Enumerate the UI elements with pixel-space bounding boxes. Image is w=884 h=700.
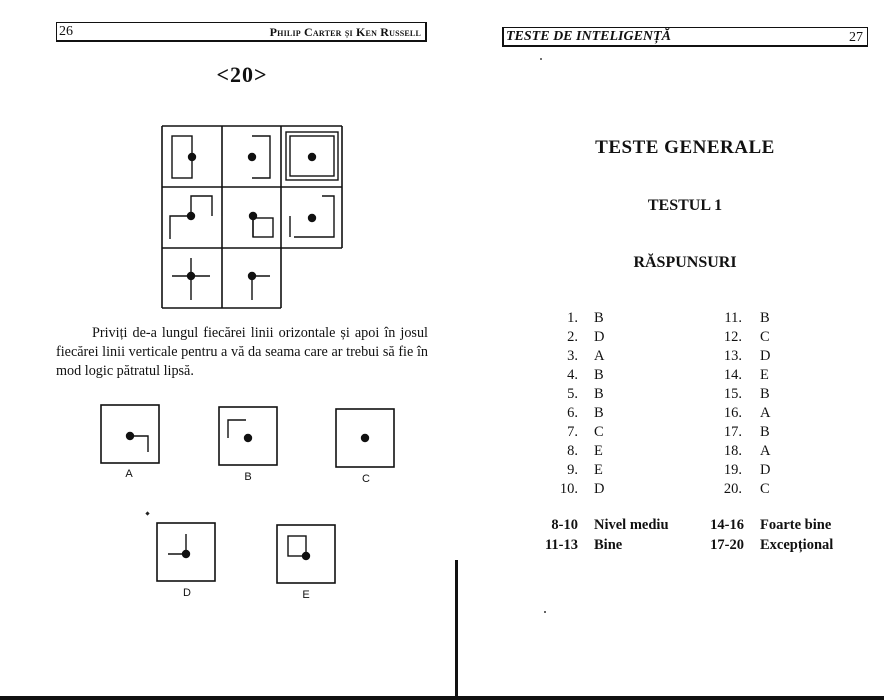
answer-number: 9. (567, 462, 578, 478)
scan-speck (544, 611, 546, 613)
answer-letter: C (760, 481, 770, 497)
answer-letter: D (760, 348, 771, 364)
score-label: Nivel mediu (594, 517, 669, 533)
answer-letter: A (760, 405, 771, 421)
answer-letter: C (760, 329, 770, 345)
answer-number: 19. (723, 462, 742, 478)
left-page-number: 26 (59, 24, 73, 39)
option-c-label: C (362, 473, 370, 485)
option-d-label: D (183, 587, 191, 599)
answer-number: 10. (559, 481, 578, 497)
option-e-figure[interactable] (276, 524, 338, 586)
option-b-label: B (244, 471, 252, 483)
answers-column-left (540, 310, 620, 500)
option-b-figure[interactable] (218, 406, 280, 468)
answer-letter: D (760, 462, 771, 478)
answer-letter: E (760, 367, 769, 383)
answer-number: 17. (723, 424, 742, 440)
answer-number: 3. (567, 348, 578, 364)
score-range: 14-16 (710, 517, 744, 533)
scan-speck (540, 58, 542, 60)
option-a-figure[interactable] (100, 404, 162, 466)
answer-number: 20. (723, 481, 742, 497)
answer-letter: B (594, 405, 604, 421)
answer-letter: B (760, 386, 770, 402)
puzzle-number: <20> (216, 62, 268, 87)
right-page-number: 27 (849, 30, 863, 45)
score-label: Foarte bine (760, 517, 832, 533)
answer-number: 11. (724, 310, 742, 326)
score-range: 11-13 (544, 537, 578, 553)
test-title: TESTUL 1 (647, 197, 723, 214)
answer-number: 8. (567, 443, 578, 459)
answer-number: 5. (567, 386, 578, 402)
answer-letter: B (594, 367, 604, 383)
answer-letter: E (594, 443, 603, 459)
answer-number: 13. (723, 348, 742, 364)
right-page-header (502, 27, 868, 47)
instructions-text (56, 324, 428, 381)
answer-letter: D (594, 481, 605, 497)
answer-number: 14. (723, 367, 742, 383)
answer-letter: A (594, 348, 605, 364)
option-a-label: A (125, 468, 133, 480)
grid-cell-r2c2 (253, 216, 273, 237)
answer-letter: E (594, 462, 603, 478)
score-range: 17-20 (710, 537, 744, 553)
scan-speck (145, 511, 149, 515)
answer-letter: B (594, 310, 604, 326)
answer-letter: B (594, 386, 604, 402)
left-header-title: Philip Carter și Ken Russell (269, 25, 421, 39)
answer-number: 4. (567, 367, 578, 383)
answer-number: 7. (567, 424, 578, 440)
answer-number: 12. (723, 329, 742, 345)
left-page-header (56, 22, 427, 42)
answer-number: 6. (567, 405, 578, 421)
answer-letter: B (760, 424, 770, 440)
answer-number: 16. (723, 405, 742, 421)
answer-letter: B (760, 310, 770, 326)
option-c-figure[interactable] (335, 408, 397, 470)
answer-letter: D (594, 329, 605, 345)
score-range: 8-10 (551, 517, 578, 533)
answer-letter: A (760, 443, 771, 459)
section-title: TESTE GENERALE (595, 137, 775, 158)
answer-number: 15. (723, 386, 742, 402)
answer-number: 2. (567, 329, 578, 345)
answer-letter: C (594, 424, 604, 440)
option-e-label: E (302, 589, 310, 601)
answer-number: 1. (567, 310, 578, 326)
bottom-edge (0, 696, 884, 700)
grid-cell-r3c2 (252, 276, 270, 300)
puzzle-grid (160, 124, 346, 310)
score-label: Bine (594, 537, 623, 553)
instructions-body: Priviți de-a lungul fiecărei linii orizontale și apoi în josul fiecărei linii verticale pentru a vă da seama care ar trebui să fie în mod logic pătratul lipsă. (56, 325, 428, 379)
book-spine-line (455, 560, 458, 700)
answers-column-right (700, 310, 790, 500)
right-header-title: TESTE DE INTELIGENȚĂ (506, 29, 671, 44)
score-label: Excepțional (760, 537, 834, 553)
answer-number: 18. (723, 443, 742, 459)
answers-title: RĂSPUNSURI (633, 254, 737, 271)
option-d-figure[interactable] (156, 522, 218, 584)
